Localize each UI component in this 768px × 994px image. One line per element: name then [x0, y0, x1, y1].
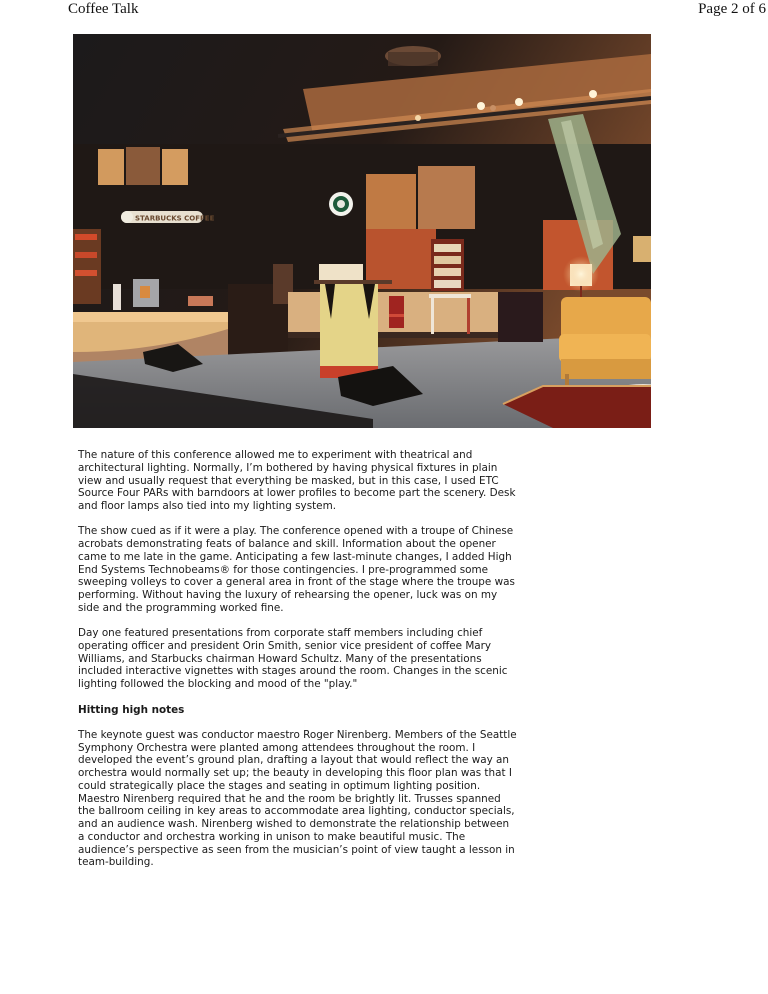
document-title: Coffee Talk: [68, 1, 139, 17]
armchair: [498, 292, 543, 342]
menu-boards: [98, 147, 188, 185]
sofa: [559, 297, 651, 389]
section-heading: Hitting high notes: [78, 703, 185, 716]
sign-text: STARBUCKS COFFEE: [135, 214, 215, 223]
desk: [429, 294, 471, 298]
chandelier-icon: [385, 46, 441, 66]
red-chair: [389, 296, 404, 328]
page-indicator: Page 2 of 6: [698, 1, 766, 17]
orange-panel: [366, 174, 416, 229]
paragraph: Day one featured presentations from corporate staff members including chief operating officer and president Orin Smith, senior vice president of coffee Mary Williams, and Starbucks chairman Howard Schultz. Many of the presentations included interactive vignettes with stages around the room. Changes in the scenic lighting followed the blocking and mood of the "play.": [78, 627, 508, 691]
paragraph: The show cued as if it were a play. The conference opened with a troupe of Chinese acrobats demonstrating feats of balance and skill. Information about the opener came to me late in the game. Anticipating a few last-minute changes, I added High End Systems Technobeams® for those contingencies. I pre-programmed some sweeping volleys to cover a general area in front of the stage where the troupe was performing. Without having the luxury of rehearsing the opener, luck was on my side and the programming worked fine.: [78, 525, 515, 614]
starbucks-logo: [329, 192, 353, 216]
merchandise-shelves: [73, 229, 101, 304]
bookshelf: [431, 239, 464, 291]
starbucks-coffee-sign: [121, 211, 215, 223]
article-body: [78, 449, 518, 882]
paragraph: The keynote guest was conductor maestro Roger Nirenberg. Members of the Seattle Symphony Orchestra were planted among attendees throughout the room. I developed the event’s ground plan, drafting a layout that would reflect the way an orchestra would normally set up; the beauty in developing this floor plan was that I could strategically place the stages and seating in optimum lighting position. Maestro Nirenberg required that he and the room be brightly lit. Trusses spanned the ballroom ceiling in key areas to accommodate area lighting, conductor specials, and an audience wash. Nirenberg wished to demonstrate the relationship between a conductor and orchestra working in unison to make beautiful music. The audience’s perspective as seen from the musician’s point of view taught a lesson in team-building.: [78, 728, 517, 869]
stage-set-photo: [73, 34, 651, 428]
paragraph: The nature of this conference allowed me to experiment with theatrical and architectural lighting. Normally, I’m bothered by having physical fixtures in plain view and usually request that everything be masked, but in this case, I used ETC Source Four PARs with barndoors at lower profiles to become part the scenery. Desk and floor lamps also tied into my lighting system.: [78, 449, 516, 512]
